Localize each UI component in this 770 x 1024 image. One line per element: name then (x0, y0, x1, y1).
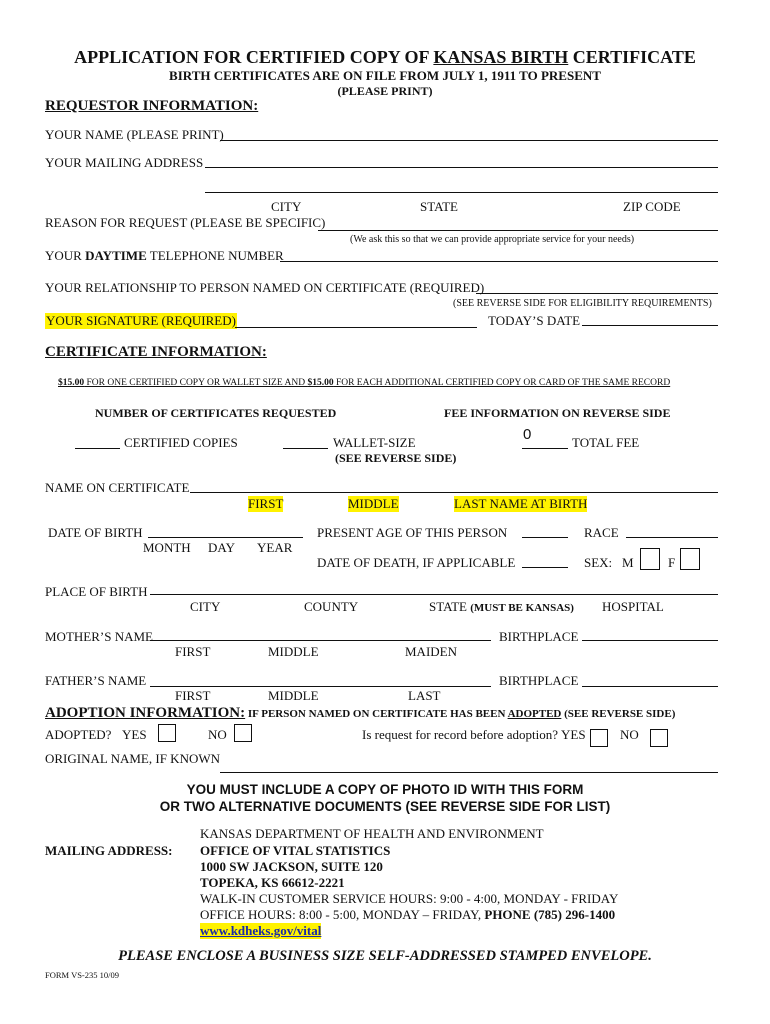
place-state-text: STATE (429, 599, 467, 614)
certified-copies-label: CERTIFIED COPIES (124, 435, 238, 450)
signature-field[interactable] (235, 327, 477, 328)
adopted-yes-checkbox[interactable] (158, 724, 176, 742)
walk-in-hours: WALK-IN CUSTOMER SERVICE HOURS: 9:00 - 4:00, MONDAY - FRIDAY (200, 891, 619, 906)
before-adoption-no-label: NO (620, 727, 639, 742)
phone-field[interactable] (280, 261, 718, 262)
website-url[interactable]: www.kdheks.gov/vital (200, 923, 322, 938)
office-hours (200, 907, 615, 923)
fathers-name-label: FATHER’S NAME (45, 673, 147, 688)
date-of-birth-field[interactable] (148, 537, 303, 538)
adopted-no-label: NO (208, 727, 227, 742)
date-of-death-label: DATE OF DEATH, IF APPLICABLE (317, 555, 516, 570)
phone-label (45, 248, 284, 264)
number-requested-heading: NUMBER OF CERTIFICATES REQUESTED (95, 406, 337, 420)
reason-label: REASON FOR REQUEST (PLEASE BE SPECIFIC) (45, 215, 326, 230)
date-of-birth-label: DATE OF BIRTH (48, 525, 143, 540)
mother-middle-caption: MIDDLE (268, 644, 319, 659)
mothers-name-field[interactable] (150, 640, 491, 641)
photo-id-notice-line2: OR TWO ALTERNATIVE DOCUMENTS (SEE REVERSE SIDE FOR LIST) (159, 799, 611, 814)
name-on-certificate-field[interactable] (190, 492, 718, 493)
mailing-address-field[interactable] (205, 167, 718, 168)
fee-text-first: FOR ONE CERTIFIED COPY OR WALLET SIZE AND (84, 378, 308, 388)
phone-label-prefix: YOUR (45, 248, 86, 263)
relationship-label: YOUR RELATIONSHIP TO PERSON NAMED ON CERTIFICATE (REQUIRED) (45, 280, 485, 295)
envelope-notice: PLEASE ENCLOSE A BUSINESS SIZE SELF-ADDRESSED STAMPED ENVELOPE. (118, 948, 652, 964)
adopted-label: ADOPTED? (45, 727, 112, 742)
form-id: FORM VS-235 10/09 (45, 970, 119, 980)
mothers-name-label: MOTHER’S NAME (45, 629, 153, 644)
mailing-address-label: YOUR MAILING ADDRESS (45, 155, 204, 170)
sex-label: SEX: (584, 555, 613, 570)
zip-caption: ZIP CODE (623, 199, 681, 214)
hospital-caption: HOSPITAL (602, 599, 664, 614)
street-address: 1000 SW JACKSON, SUITE 120 (200, 859, 383, 874)
wallet-size-label: WALLET-SIZE (333, 435, 416, 450)
certificate-heading: CERTIFICATE INFORMATION: (45, 344, 267, 360)
first-name-caption: FIRST (248, 496, 284, 511)
phone-label-bold: DAYTIME (85, 248, 147, 263)
name-on-certificate-label: NAME ON CERTIFICATE (45, 480, 190, 495)
before-adoption-yes-label: YES (561, 727, 586, 742)
office-hours-text: OFFICE HOURS: 8:00 - 5:00, MONDAY – FRIDAY, (200, 907, 485, 922)
father-birthplace-field[interactable] (582, 686, 718, 687)
reason-field[interactable] (318, 230, 718, 231)
title-suffix: CERTIFICATE (568, 47, 696, 67)
original-name-field[interactable] (220, 772, 718, 773)
total-fee-field[interactable] (522, 448, 568, 449)
father-middle-caption: MIDDLE (268, 688, 319, 703)
year-caption: YEAR (257, 540, 293, 555)
wallet-size-field[interactable] (283, 448, 328, 449)
state-caption: STATE (420, 199, 458, 214)
city-caption: CITY (271, 199, 302, 214)
form-subtitle: BIRTH CERTIFICATES ARE ON FILE FROM JULY 1, 1911 TO PRESENT (169, 68, 601, 83)
office-name: OFFICE OF VITAL STATISTICS (200, 843, 391, 858)
father-first-caption: FIRST (175, 688, 211, 703)
signature-label: YOUR SIGNATURE (REQUIRED) (46, 313, 236, 328)
phone-number: PHONE (785) 296-1400 (484, 907, 616, 922)
adoption-heading-row (45, 704, 675, 722)
fee-amount-first: $15.00 (58, 378, 85, 388)
todays-date-field[interactable] (582, 325, 718, 326)
mother-first-caption: FIRST (175, 644, 211, 659)
date-of-death-field[interactable] (522, 567, 568, 568)
title-underlined: KANSAS BIRTH (433, 47, 569, 67)
place-of-birth-field[interactable] (150, 594, 718, 595)
day-caption: DAY (208, 540, 235, 555)
fee-statement (58, 378, 670, 388)
department-name: KANSAS DEPARTMENT OF HEALTH AND ENVIRONMENT (200, 826, 544, 841)
reason-note: (We ask this so that we can provide appropriate service for your needs) (350, 234, 635, 245)
sex-f-label: F (668, 555, 676, 570)
adoption-heading: ADOPTION INFORMATION: (45, 705, 246, 721)
website-link[interactable] (200, 923, 321, 939)
form-title (0, 47, 770, 68)
sex-m-label: M (622, 555, 634, 570)
please-print-note: (PLEASE PRINT) (337, 84, 433, 98)
adopted-no-checkbox[interactable] (234, 724, 252, 742)
fee-info-heading: FEE INFORMATION ON REVERSE SIDE (444, 406, 671, 420)
mailing-address-heading: MAILING ADDRESS: (45, 843, 173, 858)
photo-id-notice-line1: YOU MUST INCLUDE A COPY OF PHOTO ID WITH THIS FORM (186, 782, 584, 797)
title-text: APPLICATION FOR CERTIFIED COPY OF (74, 47, 434, 67)
your-name-field[interactable] (220, 140, 718, 141)
present-age-field[interactable] (522, 537, 568, 538)
place-of-birth-label: PLACE OF BIRTH (45, 584, 148, 599)
before-adoption-label: Is request for record before adoption? (362, 727, 558, 742)
original-name-label: ORIGINAL NAME, IF KNOWN (45, 751, 220, 766)
before-adoption-yes-checkbox[interactable] (590, 729, 608, 747)
sex-f-checkbox[interactable] (680, 548, 700, 570)
adopted-yes-label: YES (122, 727, 147, 742)
fee-text-additional: FOR EACH ADDITIONAL CERTIFIED COPY OR CARD OF THE SAME RECORD (333, 378, 671, 388)
certified-copies-field[interactable] (75, 448, 120, 449)
your-name-label: YOUR NAME (PLEASE PRINT) (45, 127, 224, 142)
adoption-note-underlined: ADOPTED (507, 708, 562, 720)
todays-date-label: TODAY’S DATE (488, 313, 581, 328)
fee-amount-additional: $15.00 (307, 378, 334, 388)
total-fee-label: TOTAL FEE (572, 435, 640, 450)
total-fee-value[interactable]: 0 (523, 426, 532, 443)
adoption-note-prefix: IF PERSON NAMED ON CERTIFICATE HAS BEEN (245, 708, 508, 720)
phone-label-suffix: TELEPHONE NUMBER (146, 248, 284, 263)
present-age-label: PRESENT AGE OF THIS PERSON (317, 525, 508, 540)
mother-birthplace-field[interactable] (582, 640, 718, 641)
must-be-kansas-note: (MUST BE KANSAS) (470, 602, 574, 614)
race-label: RACE (584, 525, 619, 540)
father-birthplace-label: BIRTHPLACE (499, 673, 579, 688)
race-field[interactable] (626, 537, 718, 538)
relationship-note: (SEE REVERSE SIDE FOR ELIGIBILITY REQUIREMENTS) (453, 298, 712, 309)
fathers-name-field[interactable] (150, 686, 491, 687)
relationship-field[interactable] (476, 293, 718, 294)
father-last-caption: LAST (408, 688, 441, 703)
middle-name-caption: MIDDLE (348, 496, 399, 511)
sex-m-checkbox[interactable] (640, 548, 660, 570)
mailing-address-line2-field[interactable] (205, 192, 718, 193)
mother-birthplace-label: BIRTHPLACE (499, 629, 579, 644)
adoption-note-suffix: (SEE REVERSE SIDE) (561, 708, 676, 720)
place-county-caption: COUNTY (304, 599, 359, 614)
city-state-zip: TOPEKA, KS 66612-2221 (200, 875, 345, 890)
requestor-heading: REQUESTOR INFORMATION: (45, 98, 259, 114)
place-state-caption (429, 599, 574, 615)
last-name-at-birth-caption: LAST NAME AT BIRTH (454, 496, 588, 511)
mother-maiden-caption: MAIDEN (405, 644, 457, 659)
month-caption: MONTH (143, 540, 191, 555)
place-city-caption: CITY (190, 599, 221, 614)
see-reverse-note: (SEE REVERSE SIDE) (335, 451, 457, 465)
before-adoption-no-checkbox[interactable] (650, 729, 668, 747)
